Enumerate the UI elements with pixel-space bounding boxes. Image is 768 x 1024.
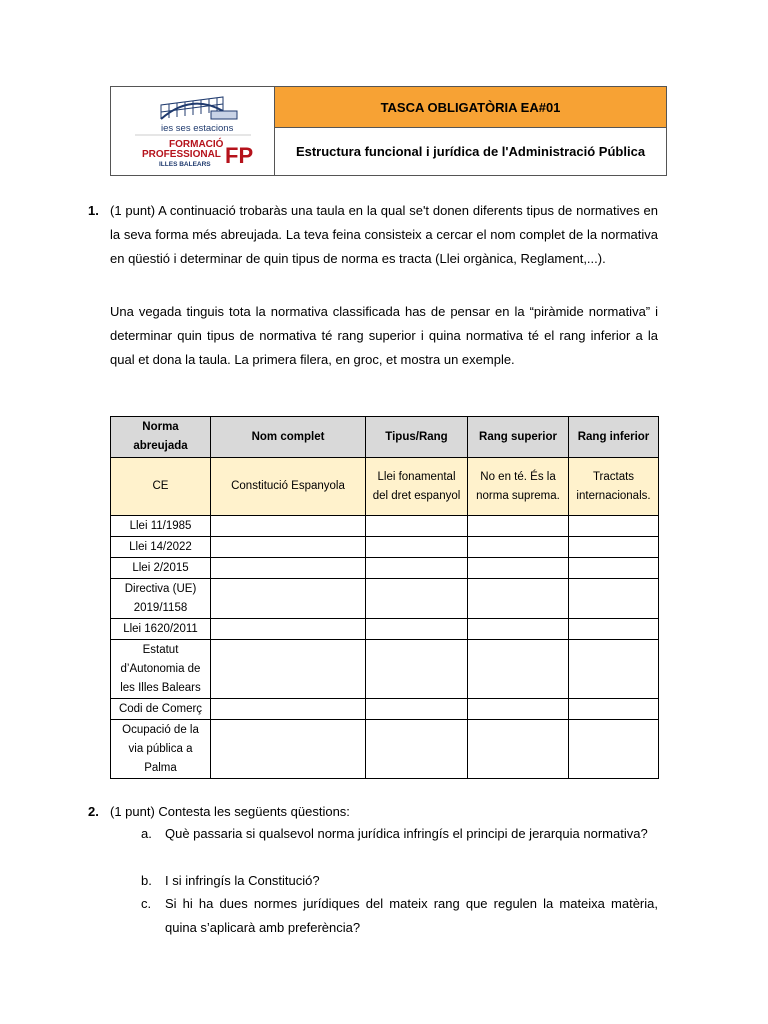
row-type-rank-cell[interactable]: [366, 579, 468, 619]
logo-cell: [111, 87, 275, 175]
question1-paragraph2: Una vegada tinguis tota la normativa classificada has de pensar en la “piràmide normativa” i determinar quin tipus de normativa té rang superior i quina normativa té el rang inferior a la qual et dona la taula. La primera filera, en groc, et mostra un exemple.: [110, 304, 658, 367]
document-header: [110, 86, 667, 176]
example-higher-rank: No en té. És la norma suprema.: [468, 458, 569, 516]
row-higher-rank-cell[interactable]: [468, 558, 569, 579]
row-short-name: Llei 11/1985: [111, 516, 211, 537]
task-subtitle: Estructura funcional i jurídica de l'Administració Pública: [295, 143, 646, 159]
row-full-name-cell[interactable]: [211, 619, 366, 640]
row-full-name-cell[interactable]: [211, 640, 366, 699]
header-short-name: Norma abreujada: [111, 417, 211, 458]
row-higher-rank-cell[interactable]: [468, 516, 569, 537]
row-type-rank-cell[interactable]: [366, 720, 468, 779]
row-higher-rank-cell[interactable]: [468, 579, 569, 619]
row-higher-rank-cell[interactable]: [468, 619, 569, 640]
school-building-logo: [111, 87, 273, 175]
header-type-rank: Tipus/Rang: [366, 417, 468, 458]
row-full-name-cell[interactable]: [211, 537, 366, 558]
table-row: [111, 699, 659, 720]
brand-line1: FORMACIÓ: [169, 139, 224, 150]
question1-number: 1.: [88, 203, 99, 218]
example-type-rank: Llei fonamental del dret espanyol: [366, 458, 468, 516]
row-lower-rank-cell[interactable]: [569, 579, 659, 619]
table-row: [111, 619, 659, 640]
row-full-name-cell[interactable]: [211, 516, 366, 537]
header-higher-rank: Rang superior: [468, 417, 569, 458]
example-row: [111, 458, 659, 516]
question2-item-text: Què passaria si qualsevol norma jurídica infringís el principi de jerarquia normativa?: [165, 826, 648, 841]
row-lower-rank-cell[interactable]: [569, 720, 659, 779]
row-type-rank-cell[interactable]: [366, 619, 468, 640]
example-full-name: Constitució Espanyola: [211, 458, 366, 516]
row-type-rank-cell[interactable]: [366, 516, 468, 537]
row-short-name: Llei 14/2022: [111, 537, 211, 558]
row-lower-rank-cell[interactable]: [569, 537, 659, 558]
brand-line3: ILLES BALEARS: [159, 161, 211, 168]
header-full-name: Nom complet: [211, 417, 366, 458]
question2-number: 2.: [88, 804, 99, 819]
row-short-name: Llei 1620/2011: [111, 619, 211, 640]
row-type-rank-cell[interactable]: [366, 537, 468, 558]
row-full-name-cell[interactable]: [211, 699, 366, 720]
example-lower-rank: Tractats internacionals.: [569, 458, 659, 516]
header-lower-rank: Rang inferior: [569, 417, 659, 458]
school-name-text: ies ses estacions: [161, 123, 234, 134]
table-row: [111, 537, 659, 558]
row-full-name-cell[interactable]: [211, 579, 366, 619]
table-row: [111, 516, 659, 537]
brand-line2: PROFESSIONAL: [142, 149, 221, 160]
row-lower-rank-cell[interactable]: [569, 640, 659, 699]
question2-intro: (1 punt) Contesta les següents qüestions:: [110, 804, 350, 819]
question2-item-text: I si infringís la Constitució?: [165, 873, 320, 888]
row-type-rank-cell[interactable]: [366, 699, 468, 720]
table-row: [111, 579, 659, 619]
norms-table: [110, 416, 659, 779]
row-higher-rank-cell[interactable]: [468, 699, 569, 720]
row-higher-rank-cell[interactable]: [468, 537, 569, 558]
question1-paragraph1: (1 punt) A continuació trobaràs una taula en la qual se't donen diferents tipus de normatives en la seva forma més abreujada. La teva feina consisteix a cercar el nom complet de la normativa en qüestió i determinar de quin tipus de norma es tracta (Llei orgànica, Reglament,...).: [110, 203, 658, 266]
table-row: [111, 558, 659, 579]
row-lower-rank-cell[interactable]: [569, 516, 659, 537]
question2-item-letter: b.: [141, 873, 152, 888]
row-higher-rank-cell[interactable]: [468, 720, 569, 779]
row-lower-rank-cell[interactable]: [569, 558, 659, 579]
question2-item-letter: a.: [141, 826, 152, 841]
question2-item-text: Si hi ha dues normes jurídiques del mateix rang que regulen la mateixa matèria, quina s’aplicarà amb preferència?: [165, 896, 658, 935]
row-full-name-cell[interactable]: [211, 558, 366, 579]
table-row: [111, 720, 659, 779]
row-full-name-cell[interactable]: [211, 720, 366, 779]
row-type-rank-cell[interactable]: [366, 640, 468, 699]
row-type-rank-cell[interactable]: [366, 558, 468, 579]
row-short-name: Estatut d’Autonomia de les Illes Balears: [111, 640, 211, 699]
row-higher-rank-cell[interactable]: [468, 640, 569, 699]
table-row: [111, 640, 659, 699]
row-short-name: Ocupació de la via pública a Palma: [111, 720, 211, 779]
fp-brand-mark: FP: [225, 143, 254, 168]
task-title: TASCA OBLIGATÒRIA EA#01: [275, 87, 666, 128]
header-right: [275, 87, 666, 175]
question2-item-letter: c.: [141, 896, 152, 911]
table-header-row: [111, 417, 659, 458]
example-short-name: CE: [111, 458, 211, 516]
row-short-name: Codi de Comerç: [111, 699, 211, 720]
row-lower-rank-cell[interactable]: [569, 619, 659, 640]
row-lower-rank-cell[interactable]: [569, 699, 659, 720]
row-short-name: Llei 2/2015: [111, 558, 211, 579]
row-short-name: Directiva (UE) 2019/1158: [111, 579, 211, 619]
